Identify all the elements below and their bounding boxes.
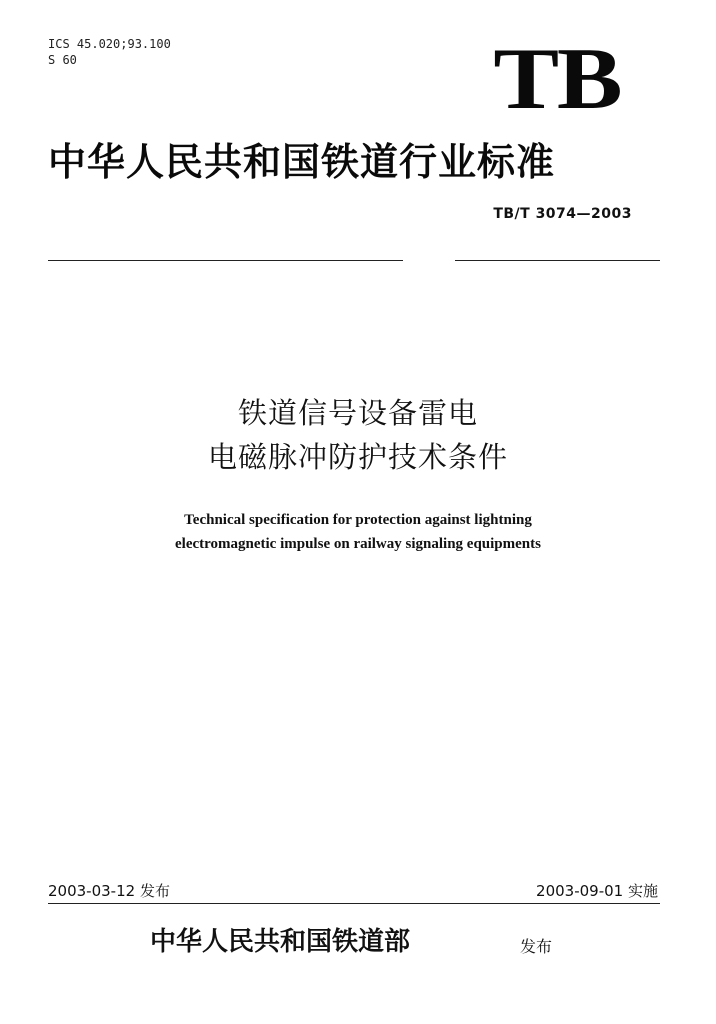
header-divider-right	[455, 260, 660, 261]
classification-codes	[48, 36, 171, 68]
class-code: S 60	[48, 53, 77, 67]
publish-label: 发布	[520, 937, 553, 956]
standard-number: TB/T 3074—2003	[493, 206, 632, 222]
org-title: 中华人民共和国铁道行业标准	[48, 139, 556, 184]
ics-code: ICS 45.020;93.100	[48, 37, 171, 51]
publisher: 中华人民共和国铁道部	[150, 927, 411, 957]
english-title-line-2: electromagnetic impulse on railway signaling equipments	[175, 536, 541, 552]
document-title-line-2: 电磁脉冲防护技术条件	[207, 440, 508, 474]
footer-divider	[48, 903, 660, 904]
english-title-line-1: Technical specification for protection against lightning	[184, 512, 532, 528]
implementation-date: 2003-09-01 实施	[536, 882, 658, 900]
tb-logo: TB	[493, 31, 620, 128]
document-title-line-1: 铁道信号设备雷电	[237, 396, 478, 430]
header-divider-left	[48, 260, 403, 261]
issue-date: 2003-03-12 发布	[48, 882, 170, 900]
